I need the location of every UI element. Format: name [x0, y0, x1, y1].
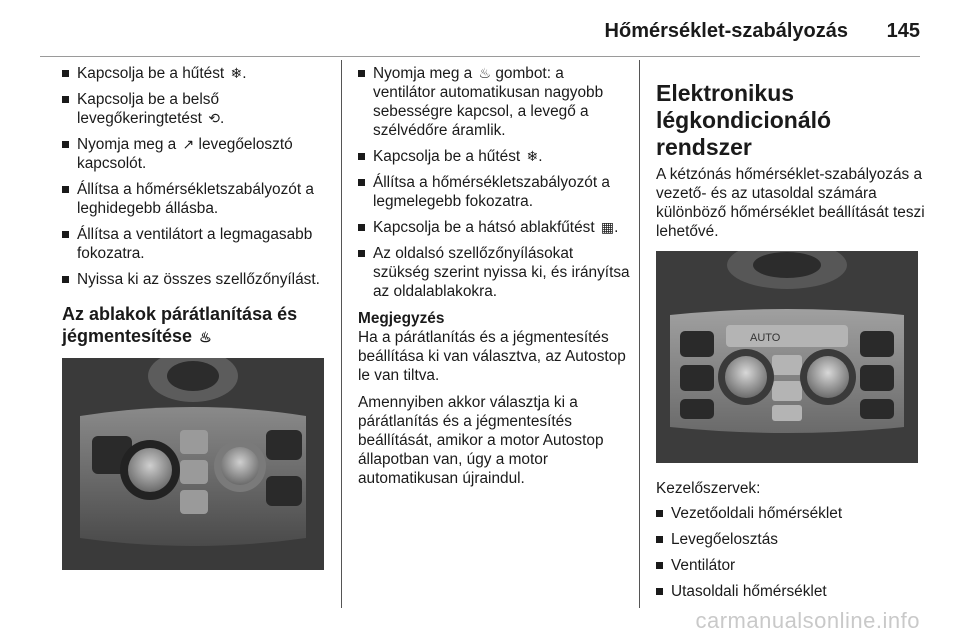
list-item: Kapcsolja be a hátsó ablakfűtést ▦. — [358, 218, 630, 237]
column-2 — [358, 64, 630, 496]
intro-paragraph: A kétzónás hőmérséklet-szabályozás a vezető- és az utasoldal számára különböző hőmérséklet beállítását teszi lehetővé. — [656, 166, 925, 240]
page-header — [0, 0, 960, 52]
watermark: carmanualsonline.info — [695, 608, 920, 633]
list-item: Állítsa a ventilátort a legmagasabb fokozatra. — [62, 225, 332, 263]
controls-label: Kezelőszervek: — [656, 480, 761, 497]
column-3 — [656, 64, 926, 608]
column-1 — [62, 64, 332, 570]
list-item: Kapcsolja be a hűtést ❄. — [62, 64, 332, 83]
controls-list — [656, 504, 926, 601]
page-number: 145 — [886, 20, 920, 42]
defrost-steps-list — [358, 64, 630, 301]
list-item: Az oldalsó szellőzőnyílásokat szükség szerint nyissa ki, és irányítsa az oldalablakokra. — [358, 244, 630, 301]
snowflake-icon: ❄ — [526, 148, 539, 164]
column-divider-1 — [341, 60, 342, 608]
rear-window-heating-icon: ▦ — [600, 219, 615, 235]
windscreen-defrost-icon: ♨ — [478, 65, 492, 81]
auto-button-label: AUTO — [750, 332, 781, 344]
header-rule — [40, 56, 920, 57]
air-distribution-icon: ↗ — [182, 136, 195, 152]
list-item: Nyomja meg a ↗ levegőelosztó kapcsolót. — [62, 135, 332, 173]
climate-control-photo — [656, 251, 918, 463]
list-item: Levegőelosztás — [656, 530, 926, 549]
list-item: Nyomja meg a ♨ gombot: a ventilátor automatikusan nagyobb sebességre kapcsol, a levegő a szélvédőre áramlik. — [358, 64, 630, 140]
note-title: Megjegyzés — [358, 310, 445, 327]
column-divider-2 — [639, 60, 640, 608]
list-item: Ventilátor — [656, 556, 926, 575]
list-item: Nyissa ki az összes szellőzőnyílást. — [62, 270, 332, 289]
section-heading: Elektronikus légkondicionáló rendszer — [656, 80, 832, 160]
list-item: Állítsa a hőmérsékletszabályozót a legmelegebb fokozatra. — [358, 173, 630, 211]
page-title: Hőmérséklet-szabályozás — [604, 20, 848, 42]
section-subheading: Az ablakok párátlanítása és jégmentesítése ♨ — [62, 304, 298, 346]
cooling-steps-list — [62, 64, 332, 289]
list-item: Kapcsolja be a belső levegőkeringtetést ⟲. — [62, 90, 332, 128]
list-item: Utasoldali hőmérséklet — [656, 582, 926, 601]
list-item: Állítsa a hőmérsékletszabályozót a leghidegebb állásba. — [62, 180, 332, 218]
list-item: Kapcsolja be a hűtést ❄. — [358, 147, 630, 166]
list-item: Vezetőoldali hőmérséklet — [656, 504, 926, 523]
recirculation-icon: ⟲ — [208, 110, 220, 126]
snowflake-icon: ❄ — [230, 65, 243, 81]
note-paragraph: Amennyiben akkor választja ki a párátlanítás és a jégmentesítés beállítását, amikor a motor Autostop állapotban van, úgy a motor automatikusan újraindul. — [358, 394, 604, 487]
control-panel-photo — [62, 358, 324, 570]
windscreen-defrost-icon: ♨ — [199, 329, 212, 345]
note-paragraph: Ha a párátlanítás és a jégmentesítés beállítása ki van választva, az Autostop le van tiltva. — [358, 329, 626, 384]
